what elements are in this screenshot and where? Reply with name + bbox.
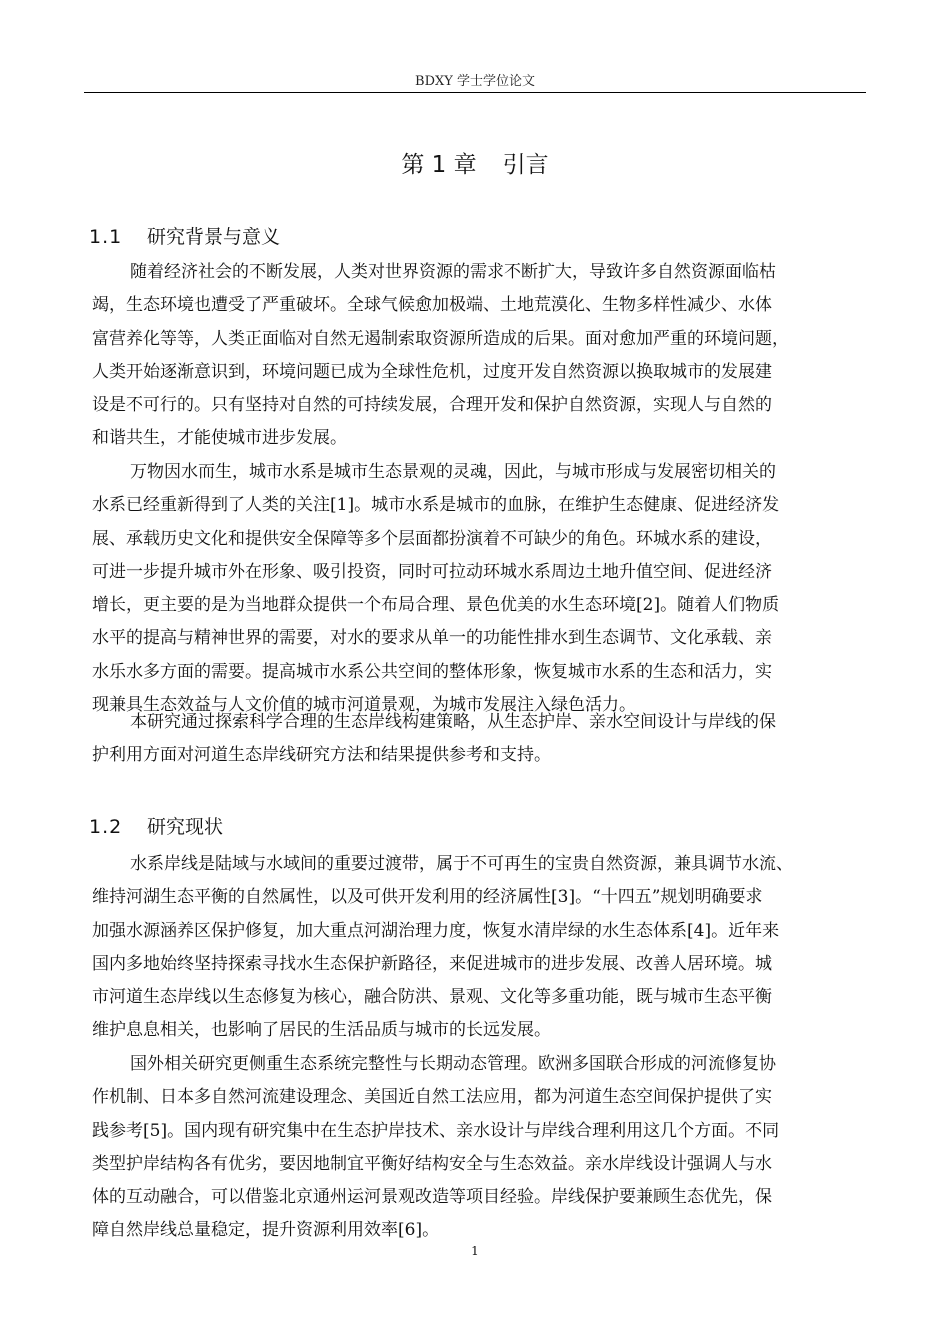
text-line: 竭，生态环境也遭受了严重破坏。全球气候愈加极端、土地荒漠化、生物多样性减少、水体 bbox=[92, 295, 772, 316]
text-line: 作机制、日本多自然河流建设理念、美国近自然工法应用，都为河道生态空间保护提供了实 bbox=[92, 1087, 772, 1108]
running-header: BDXY 学士学位论文 bbox=[415, 74, 535, 89]
text-line: 富营养化等等，人类正面临对自然无遏制索取资源所造成的后果。面对愈加严重的环境问题， bbox=[92, 328, 789, 349]
text-line: 人类开始逐渐意识到，环境问题已成为全球性危机，过度开发自然资源以换取城市的发展建 bbox=[92, 361, 772, 382]
paragraph bbox=[92, 1048, 860, 1248]
section-heading-1-1 bbox=[89, 222, 280, 249]
text-line: 水乐水多方面的需要。提高城市水系公共空间的整体形象，恢复城市水系的生态和活力，实 bbox=[92, 661, 772, 682]
chapter-title bbox=[84, 146, 866, 179]
text-line: 市河道生态岸线以生态修复为核心，融合防洪、景观、文化等多重功能，既与城市生态平衡 bbox=[92, 987, 772, 1008]
section-number: 1.1 bbox=[89, 226, 123, 248]
text-line: 和谐共生，才能使城市进步发展。 bbox=[92, 428, 347, 449]
text-line: 障自然岸线总量稳定，提升资源利用效率[6]。 bbox=[92, 1220, 440, 1241]
text-line: 维护息息相关，也影响了居民的生活品质与城市的长远发展。 bbox=[92, 1020, 551, 1041]
text-line: 增长，更主要的是为当地群众提供一个布局合理、景色优美的水生态环境[2]。随着人们物质 bbox=[92, 595, 780, 616]
paragraph bbox=[92, 256, 860, 456]
section-title: 研究背景与意义 bbox=[147, 226, 281, 248]
text-line: 践参考[5]。国内现有研究集中在生态护岸技术、亲水设计与岸线合理利用这几个方面。不同 bbox=[92, 1120, 780, 1141]
paragraph bbox=[92, 706, 860, 773]
text-line: 水系岸线是陆域与水域间的重要过渡带，属于不可再生的宝贵自然资源，兼具调节水流、 bbox=[130, 854, 793, 874]
text-line: 本研究通过探索科学合理的生态岸线构建策略，从生态护岸、亲水空间设计与岸线的保 bbox=[130, 712, 776, 732]
text-line: 展、承载历史文化和提供安全保障等多个层面都扮演着不可缺少的角色。环城水系的建设， bbox=[92, 528, 772, 549]
paragraph bbox=[92, 848, 860, 1048]
section-number: 1.2 bbox=[89, 816, 123, 838]
section-title: 研究现状 bbox=[147, 816, 224, 838]
text-line: 护利用方面对河道生态岸线研究方法和结果提供参考和支持。 bbox=[92, 745, 551, 766]
text-line: 类型护岸结构各有优劣，要因地制宜平衡好结构安全与生态效益。亲水岸线设计强调人与水 bbox=[92, 1153, 772, 1174]
section-heading-1-2 bbox=[89, 812, 223, 839]
text-line: 设是不可行的。只有坚持对自然的可持续发展，合理开发和保护自然资源，实现人与自然的 bbox=[92, 395, 772, 416]
text-line: 随着经济社会的不断发展，人类对世界资源的需求不断扩大，导致许多自然资源面临枯 bbox=[130, 262, 776, 282]
text-line: 万物因水而生，城市水系是城市生态景观的灵魂，因此，与城市形成与发展密切相关的 bbox=[130, 462, 776, 482]
text-line: 可进一步提升城市外在形象、吸引投资，同时可拉动环城水系周边土地升值空间、促进经济 bbox=[92, 561, 772, 582]
text-line: 国外相关研究更侧重生态系统完整性与长期动态管理。欧洲多国联合形成的河流修复协 bbox=[130, 1054, 776, 1074]
text-line: 体的互动融合，可以借鉴北京通州运河景观改造等项目经验。岸线保护要兼顾生态优先，保 bbox=[92, 1187, 772, 1208]
chapter-number: 第 1 章 bbox=[401, 152, 477, 178]
text-line: 加强水源涵养区保护修复，加大重点河湖治理力度，恢复水清岸绿的水生态体系[4]。近年来 bbox=[92, 920, 780, 941]
paragraph bbox=[92, 456, 860, 722]
text-line: 水系已经重新得到了人类的关注[1]。城市水系是城市的血脉，在维护生态健康、促进经济发 bbox=[92, 495, 780, 516]
text-line: 维持河湖生态平衡的自然属性，以及可供开发利用的经济属性[3]。“十四五”规划明确要求 bbox=[92, 887, 763, 908]
text-line: 国内多地始终坚持探索寻找水生态保护新路径，来促进城市的进步发展、改善人居环境。城 bbox=[92, 953, 772, 974]
page-number: 1 bbox=[471, 1244, 479, 1258]
header-rule bbox=[84, 92, 866, 93]
chapter-title-text: 引言 bbox=[502, 152, 549, 178]
text-line: 现兼具生态效益与人文价值的城市河道景观，为城市发展注入绿色活力。 bbox=[92, 695, 636, 716]
text-line: 水平的提高与精神世界的需要，对水的要求从单一的功能性排水到生态调节、文化承载、亲 bbox=[92, 628, 772, 649]
